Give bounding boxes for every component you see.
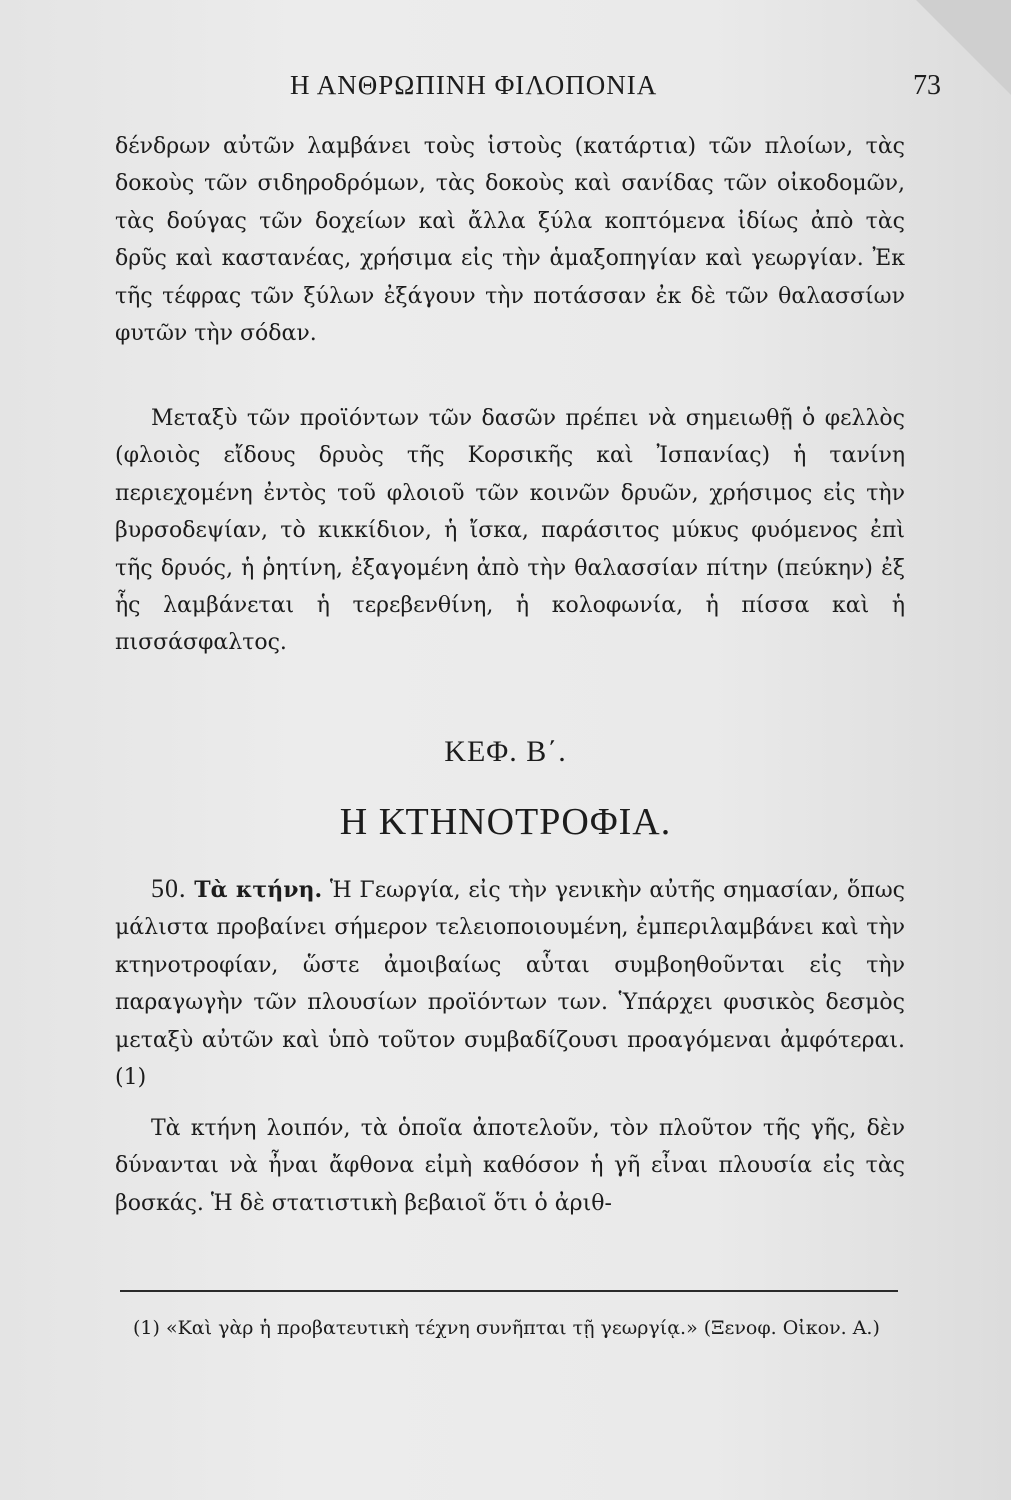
running-header <box>110 70 941 110</box>
footnote: (1) «Καὶ γὰρ ἡ προβατευτικὴ τέχνη συνῆπται τῇ γεωργίᾳ.» (Ξενοφ. Οἰκον. Α.) <box>133 1317 880 1339</box>
chapter-title: Η ΚΤΗΝΟΤΡΟΦΙΑ. <box>339 801 672 843</box>
section-text: Ἡ Γεωργία, εἰς τὴν γενικὴν αὐτῆς σημασίαν, ὅπως μάλιστα προβαίνει σήμερον τελειοποιουμένη, ἐμπεριλαμβάνει καὶ τὴν κτηνοτροφίαν, ὥστε ἀμοιβαίως αὗται συμβοηθοῦνται εἰς τὴν παραγωγὴν τῶν πλουσίων προϊόντων των. Ὑπάρχει φυσικὸς δεσμὸς μεταξὺ αὐτῶν καὶ ὑπὸ τοῦτον συμβαδίζουσι προαγόμεναι ἀμφότεραι. (1) <box>115 878 905 1091</box>
paragraph-livestock: Τὰ κτήνη λοιπόν, τὰ ὁποῖα ἀποτελοῦν, τὸν πλοῦτον τῆς γῆς, δὲν δύνανται νὰ ἦναι ἄφθονα εἰμὴ καθόσον ἡ γῆ εἶναι πλουσία εἰς τὰς βοσκάς. Ἡ δὲ στατιστικὴ βεβαιοῖ ὅτι ὁ ἀριθ- <box>115 1116 905 1216</box>
page-number: 73 <box>913 70 941 101</box>
running-title: Η ΑΝΘΡΩΠΙΝΗ ΦΙΛΟΠΟΝΙΑ <box>290 70 658 100</box>
footnote-divider <box>120 1290 898 1292</box>
chapter-label: ΚΕΦ. Β΄. <box>444 735 567 768</box>
section-paragraph <box>115 870 905 1096</box>
section-title: Τὰ κτήνη. <box>194 877 323 903</box>
paragraph-forest-products: Μεταξὺ τῶν προϊόντων τῶν δασῶν πρέπει νὰ σημειωθῇ ὁ φελλὸς (φλοιὸς εἴδους δρυὸς τῆς Κορσικῆς καὶ Ἰσπανίας) ἡ τανίνη περιεχομένη ἐντὸς τοῦ φλοιοῦ τῶν κοινῶν δρυῶν, χρήσιμος εἰς τὴν βυρσοδεψίαν, τὸ κικκίδιον, ἡ ἴσκα, παράσιτος μύκυς φυόμενος ἐπὶ τῆς δρυός, ἡ ῥητίνη, ἐξαγομένη ἀπὸ τὴν θαλασσίαν πίτην (πεύκην) ἐξ ἧς λαμβάνεται ἡ τερεβενθίνη, ἡ κολοφωνία, ἡ πίσσα καὶ ἡ πισσάσφαλτος. <box>115 406 905 656</box>
paragraph-continued: δένδρων αὐτῶν λαμβάνει τοὺς ἱστοὺς (κατάρτια) τῶν πλοίων, τὰς δοκοὺς τῶν σιδηροδρόμων, τὰς δοκοὺς καὶ σανίδας τῶν οἰκοδομῶν, τὰς δούγας τῶν δοχείων καὶ ἄλλα ξύλα κοπτόμενα ἰδίως ἀπὸ τὰς δρῦς καὶ καστανέας, χρήσιμα εἰς τὴν ἁμαξοπηγίαν καὶ γεωργίαν. Ἐκ τῆς τέφρας τῶν ξύλων ἐξάγουν τὴν ποτάσσαν ἐκ δὲ τῶν θαλασσίων φυτῶν τὴν σόδαν. <box>115 134 905 347</box>
section-number: 50. <box>151 874 187 903</box>
